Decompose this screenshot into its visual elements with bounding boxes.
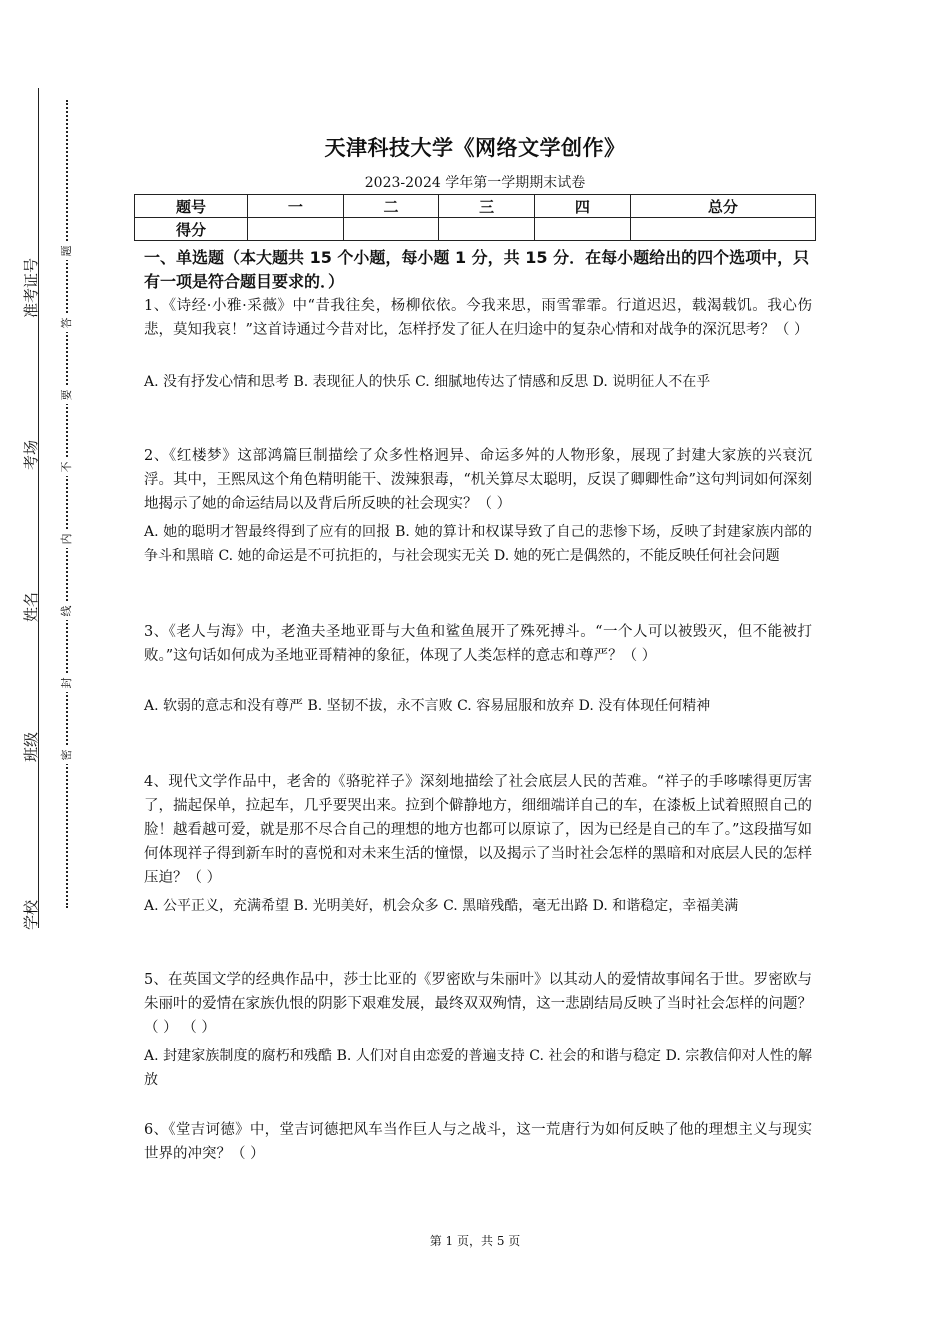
question-2-text: 2、《红楼梦》这部鸿篇巨制描绘了众多性格迥异、命运多舛的人物形象，展现了封建大家族的兴衰沉浮。其中，王熙凤这个角色精明能干、泼辣狠毒，“机关算尽太聪明，反误了卿卿性命”这句判词如何深刻地揭示了她的命运结局以及背后所反映的社会现实？（ ）	[144, 448, 812, 512]
field-exam-room-label: 考场	[22, 439, 40, 470]
question-3-text: 3、《老人与海》中，老渔夫圣地亚哥与大鱼和鲨鱼展开了殊死搏斗。“一个人可以被毁灭，但不能被打败。”这句话如何成为圣地亚哥精神的象征，体现了人类怎样的意志和尊严？（ ）	[144, 624, 812, 664]
question-5-text: 5、在英国文学的经典作品中，莎士比亚的《罗密欧与朱丽叶》以其动人的爱情故事闻名于世。罗密欧与朱丽叶的爱情在家族仇恨的阴影下艰难发展，最终双双殉情，这一悲剧结局反映了当时社会怎样的问题？（ ） （ ）	[144, 972, 812, 1036]
field-name-label: 姓名	[22, 591, 40, 622]
binding-margin	[0, 0, 100, 1344]
score-table-col-2: 二	[343, 195, 439, 218]
binding-dotted-line	[66, 100, 68, 908]
score-table-score-row	[135, 218, 816, 241]
field-school-label: 学校	[22, 899, 40, 930]
question-5-options: A. 封建家族制度的腐朽和残酷 B. 人们对自由恋爱的普遍支持 C. 社会的和谐与稳定 D. 宗教信仰对人性的解放	[144, 1048, 812, 1088]
question-3-options: A. 软弱的意志和没有尊严 B. 坚韧不拔，永不言败 C. 容易屈服和放弃 D. 没有体现任何精神	[144, 698, 711, 714]
score-table-col-1: 一	[248, 195, 344, 218]
question-2-options: A. 她的聪明才智最终得到了应有的回报 B. 她的算计和权谋导致了自己的悲惨下场，反映了封建家族内部的争斗和黑暗 C. 她的命运是不可抗拒的，与社会现实无关 D. 她的死亡是偶然的，不能反映任何社会问题	[144, 524, 812, 564]
score-table-col-3: 三	[439, 195, 535, 218]
question-1-options: A. 没有抒发心情和思考 B. 表现征人的快乐 C. 细腻地传达了情感和反思 D. 说明征人不在乎	[144, 374, 711, 390]
score-table-row-label: 得分	[135, 218, 248, 241]
score-cell[interactable]	[248, 218, 344, 241]
page-number: 第 1 页，共 5 页	[429, 1234, 521, 1248]
score-table-col-total: 总分	[630, 195, 815, 218]
score-table	[134, 194, 816, 241]
field-exam-id-label: 准考证号	[22, 257, 40, 318]
score-cell[interactable]	[535, 218, 631, 241]
section-heading: 一、单选题（本大题共 15 个小题，每小题 1 分，共 15 分．在每小题给出的四个选项中，只有一项是符合题目要求的．）	[144, 248, 810, 291]
question-4-options: A. 公平正义，充满希望 B. 光明美好，机会众多 C. 黑暗残酷，毫无出路 D. 和谐稳定，幸福美满	[144, 898, 739, 914]
exam-subtitle: 2023-2024 学年第一学期期末试卷	[364, 175, 586, 191]
seal-char: 线	[60, 602, 74, 620]
seal-char: 内	[60, 530, 74, 548]
question-6-text: 6、《堂吉诃德》中，堂吉诃德把风车当作巨人与之战斗，这一荒唐行为如何反映了他的理想主义与现实世界的冲突？（ ）	[144, 1122, 812, 1162]
question-1-text: 1、《诗经·小雅·采薇》中“昔我往矣，杨柳依依。今我来思，雨雪霏霏。行道迟迟，载渴载饥。我心伤悲，莫知我哀！”这首诗通过今昔对比，怎样抒发了征人在归途中的复杂心情和对战争的深沉思考？（ ）	[144, 298, 812, 338]
score-cell[interactable]	[630, 218, 815, 241]
seal-char: 题	[60, 242, 74, 260]
binding-solid-line	[38, 88, 39, 928]
score-cell[interactable]	[439, 218, 535, 241]
score-cell[interactable]	[343, 218, 439, 241]
score-table-col-number: 题号	[135, 195, 248, 218]
seal-char: 密	[60, 746, 74, 764]
score-table-col-4: 四	[535, 195, 631, 218]
seal-char: 不	[60, 458, 74, 476]
seal-char: 封	[60, 674, 74, 692]
seal-char: 要	[60, 386, 74, 404]
score-table-header-row	[135, 195, 816, 218]
field-class-label: 班级	[22, 731, 40, 762]
question-4-text: 4、现代文学作品中，老舍的《骆驼祥子》深刻地描绘了社会底层人民的苦难。“祥子的手哆嗦得更厉害了，揣起保单，拉起车，几乎要哭出来。拉到个僻静地方，细细端详自己的车，在漆板上试着照照自己的脸！越看越可爱，就是那不尽合自己的理想的地方也都可以原谅了，因为已经是自己的车了。”这段描写如何体现祥子得到新车时的喜悦和对未来生活的憧憬，以及揭示了当时社会怎样的黑暗和对底层人民的怎样压迫？（ ）	[144, 774, 812, 886]
seal-char: 答	[60, 314, 74, 332]
exam-title: 天津科技大学《网络文学创作》	[324, 136, 626, 160]
